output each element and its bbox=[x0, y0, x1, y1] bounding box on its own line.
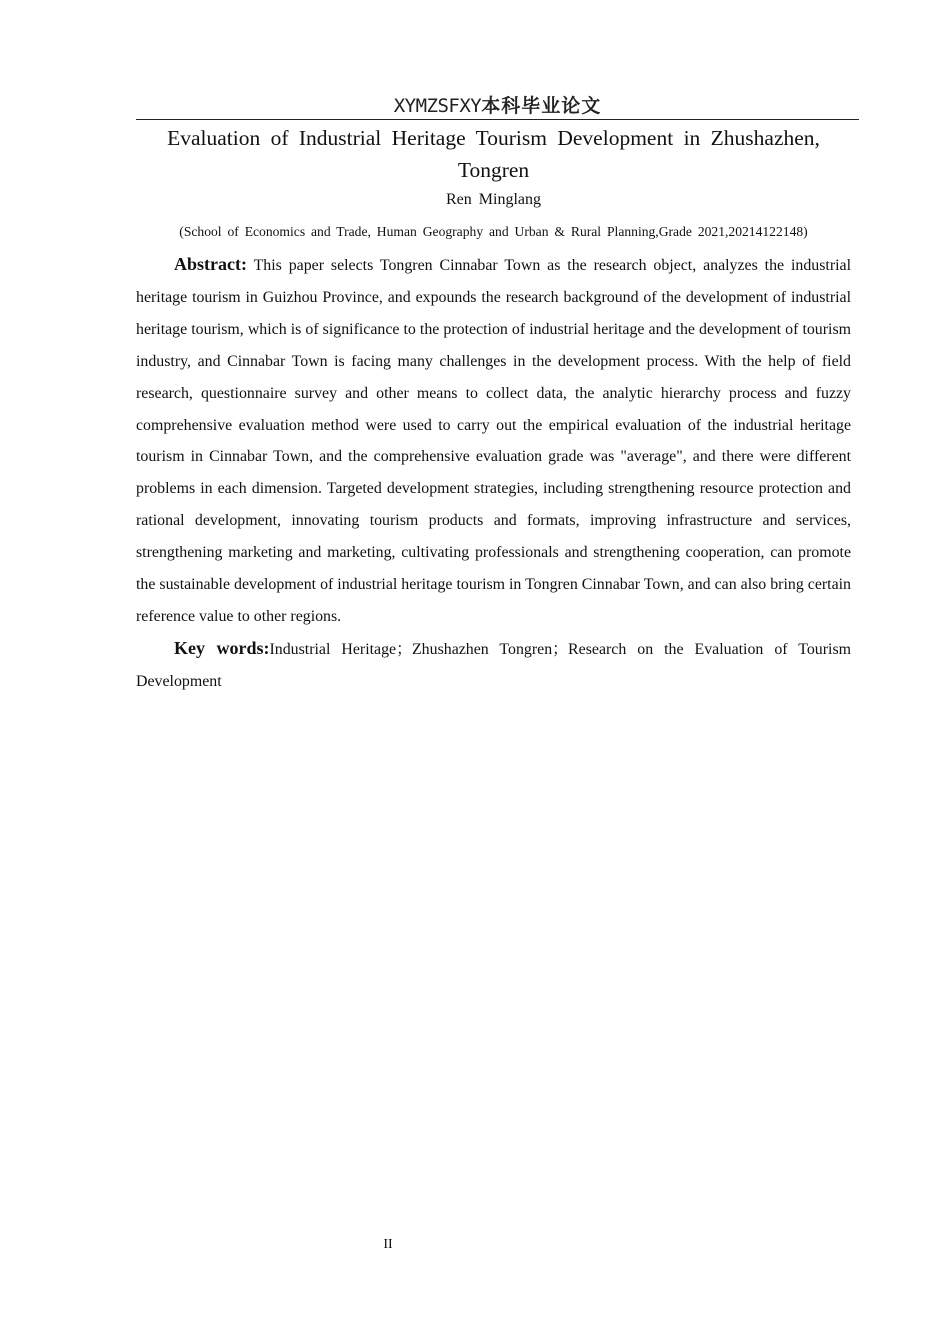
keywords-paragraph bbox=[136, 633, 851, 697]
running-header bbox=[136, 94, 859, 118]
keywords-label: Key words: bbox=[174, 638, 270, 658]
paper-title: Evaluation of Industrial Heritage Tourism Development in Zhushazhen, Tongren bbox=[167, 126, 820, 182]
header-code: XYMZSFXY bbox=[393, 95, 482, 117]
header-thesis-label: 本科毕业论文 bbox=[481, 95, 602, 117]
abstract-label: Abstract: bbox=[174, 254, 247, 274]
abstract-paragraph bbox=[136, 249, 851, 633]
page-number: II bbox=[383, 1237, 393, 1252]
abstract-text: This paper selects Tongren Cinnabar Town as the research object, analyzes the industrial heritage tourism in Guizhou Province, and expounds the research background of the development of industrial heritage tourism, which is of significance to the protection of industrial heritage and the development of tourism industry, and Cinnabar Town is facing many challenges in the development process. With the help of field research, questionnaire survey and other means to collect data, the analytic hierarchy process and fuzzy comprehensive evaluation method were used to carry out the empirical evaluation of the industrial heritage tourism in Cinnabar Town, and the comprehensive evaluation grade was "average", and there were different problems in each dimension. Targeted development strategies, including strengthening resource protection and rational development, innovating tourism products and formats, improving infrastructure and services, strengthening marketing and marketing, cultivating professionals and strengthening cooperation, can promote the sustainable development of industrial heritage tourism in Tongren Cinnabar Town, and can also bring certain reference value to other regions. bbox=[136, 257, 851, 625]
author-affiliation: (School of Economics and Trade, Human Geography and Urban & Rural Planning,Grade 2021,20214122148) bbox=[179, 224, 808, 239]
header-rule bbox=[136, 119, 859, 120]
keywords-text: Industrial Heritage；Zhushazhen Tongren；Research on the Evaluation of Tourism Development bbox=[136, 641, 851, 690]
author-name: Ren Minglang bbox=[446, 191, 541, 208]
